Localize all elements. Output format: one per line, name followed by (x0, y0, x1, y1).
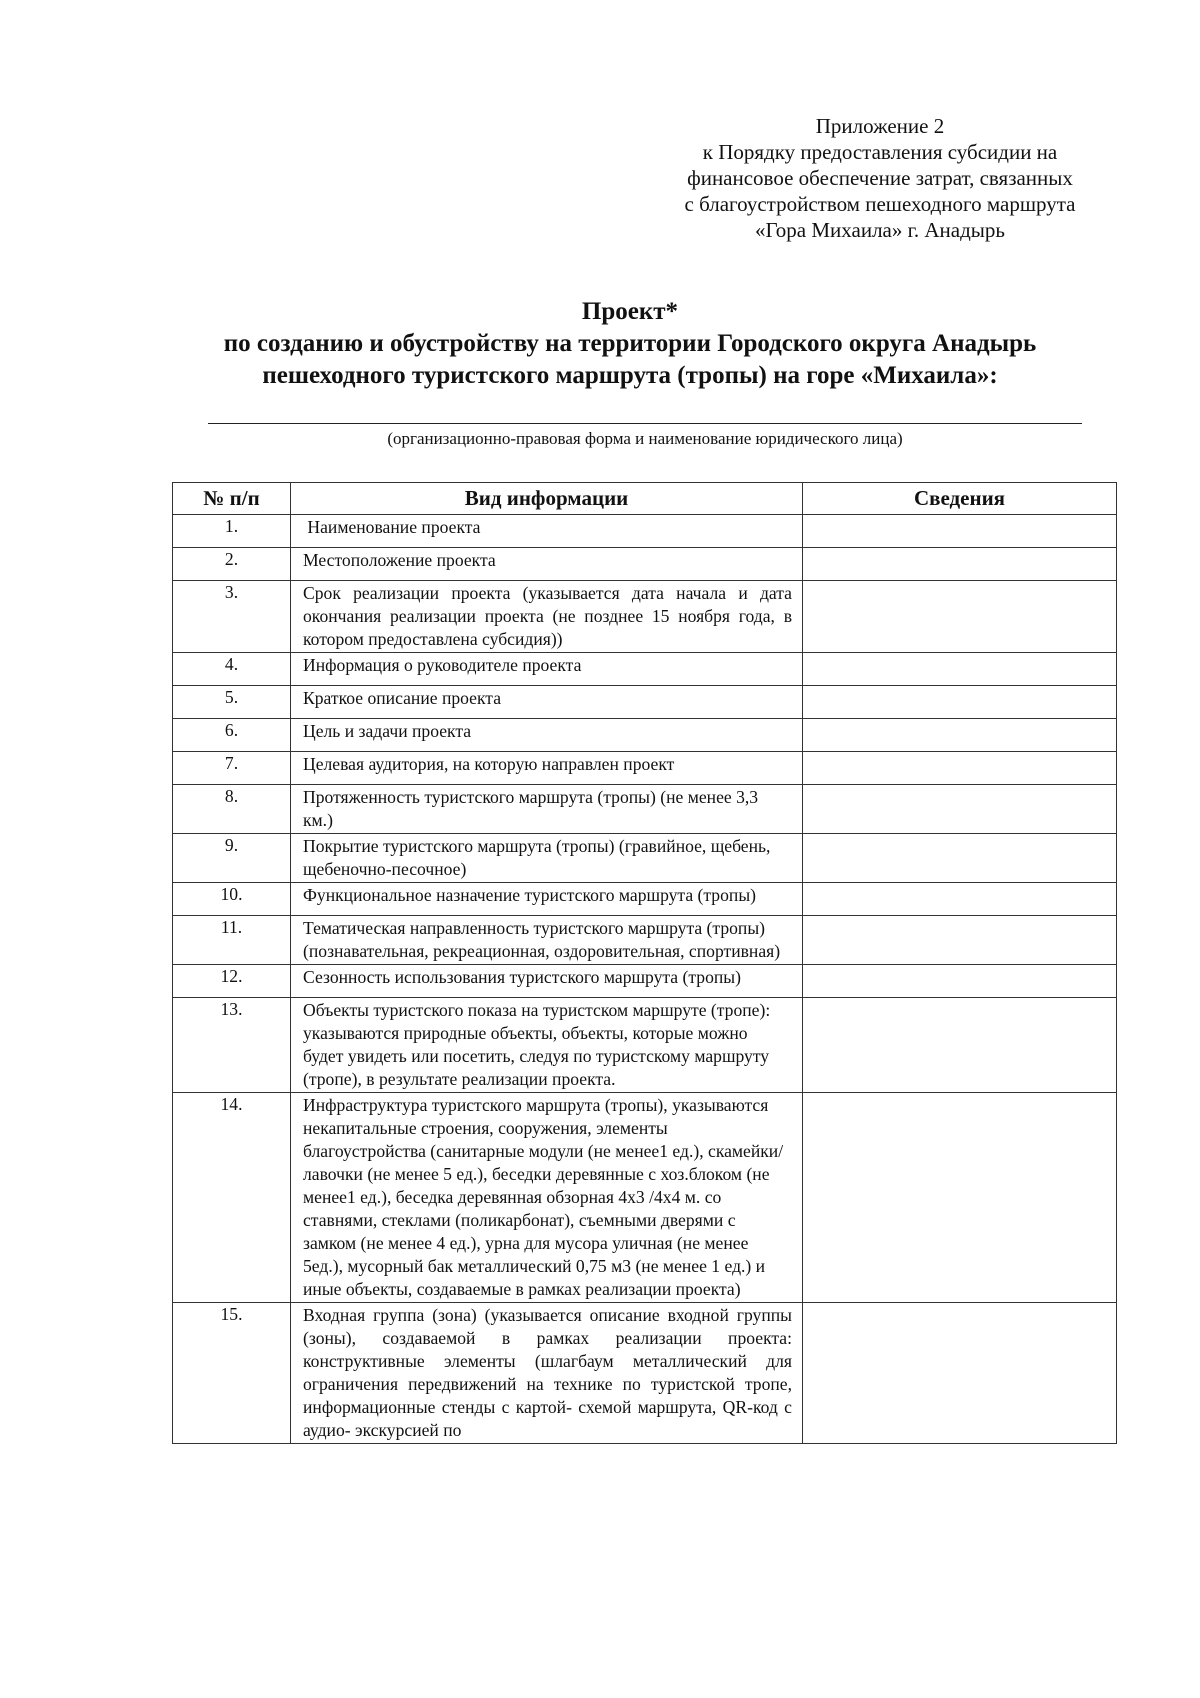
row-details-cell[interactable] (803, 548, 1117, 581)
row-info-type: Сезонность использования туристского маршрута (тропы) (291, 965, 803, 998)
table-row (173, 752, 1117, 785)
table-row (173, 834, 1117, 883)
row-number: 4. (173, 653, 291, 686)
header-details: Сведения (803, 483, 1117, 515)
row-details-cell[interactable] (803, 515, 1117, 548)
table-row (173, 581, 1117, 653)
row-number: 11. (173, 916, 291, 965)
row-info-type: Объекты туристского показа на туристском маршруте (тропе): указываются природные объекты, объекты, которые можно будет увидеть или посетить, следуя по туристскому маршруту (тропе), в результате реализации проекта. (291, 998, 803, 1093)
row-info-type: Тематическая направленность туристского маршрута (тропы) (познавательная, рекреационная, оздоровительная, спортивная) (291, 916, 803, 965)
row-number: 3. (173, 581, 291, 653)
header-number: № п/п (173, 483, 291, 515)
title-line: Проект* (581, 298, 679, 325)
row-number: 10. (173, 883, 291, 916)
appendix-line: Приложение 2 (815, 114, 945, 138)
table-header-row (173, 483, 1117, 515)
table-row (173, 965, 1117, 998)
row-info-type: Наименование проекта (291, 515, 803, 548)
title-line: по созданию и обустройству на территории Городского округа Анадырь (223, 330, 1037, 357)
row-number: 15. (173, 1303, 291, 1444)
row-details-cell[interactable] (803, 998, 1117, 1093)
row-number: 6. (173, 719, 291, 752)
row-number: 13. (173, 998, 291, 1093)
appendix-header (640, 113, 1120, 243)
row-details-cell[interactable] (803, 581, 1117, 653)
row-number: 5. (173, 686, 291, 719)
project-info-table (172, 482, 1117, 1444)
row-number: 2. (173, 548, 291, 581)
table-row (173, 719, 1117, 752)
row-info-type: Инфраструктура туристского маршрута (тропы), указываются некапитальные строения, сооружения, элементы благоустройства (санитарные модули (не менее1 ед.), скамейки/лавочки (не менее 5 ед.), беседки деревянные с хоз.блоком (не менее1 ед.), беседка деревянная обзорная 4х3 /4х4 м. со ставнями, стеклами (поликарбонат), съемными дверями с замком (не менее 4 ед.), урна для мусора уличная (не менее 5ед.), мусорный бак металлический 0,75 м3 (не менее 1 ед.) и иные объекты, создаваемые в рамках реализации проекта) (291, 1093, 803, 1303)
row-details-cell[interactable] (803, 1303, 1117, 1444)
header-info-type: Вид информации (291, 483, 803, 515)
table-row (173, 998, 1117, 1093)
row-info-type: Информация о руководителе проекта (291, 653, 803, 686)
appendix-line: финансовое обеспечение затрат, связанных (687, 166, 1073, 190)
row-info-type: Срок реализации проекта (указывается дата начала и дата окончания реализации проекта (не позднее 15 ноября года, в котором предоставлена субсидия)) (291, 581, 803, 653)
table-row (173, 548, 1117, 581)
org-name-caption: (организационно-правовая форма и наименование юридического лица) (387, 429, 903, 448)
row-number: 12. (173, 965, 291, 998)
row-details-cell[interactable] (803, 686, 1117, 719)
table-row (173, 785, 1117, 834)
row-number: 8. (173, 785, 291, 834)
row-number: 1. (173, 515, 291, 548)
table-row (173, 916, 1117, 965)
appendix-line: с благоустройством пешеходного маршрута (684, 192, 1076, 216)
appendix-line: к Порядку предоставления субсидии на (702, 140, 1058, 164)
row-details-cell[interactable] (803, 916, 1117, 965)
row-info-type: Покрытие туристского маршрута (тропы) (гравийное, щебень, щебеночно-песочное) (291, 834, 803, 883)
row-info-type: Краткое описание проекта (291, 686, 803, 719)
row-info-type: Местоположение проекта (291, 548, 803, 581)
row-details-cell[interactable] (803, 883, 1117, 916)
row-details-cell[interactable] (803, 653, 1117, 686)
row-number: 9. (173, 834, 291, 883)
table-row (173, 1303, 1117, 1444)
row-details-cell[interactable] (803, 965, 1117, 998)
table-row (173, 1093, 1117, 1303)
row-info-type: Цель и задачи проекта (291, 719, 803, 752)
table-row (173, 653, 1117, 686)
row-number: 14. (173, 1093, 291, 1303)
row-details-cell[interactable] (803, 752, 1117, 785)
row-details-cell[interactable] (803, 785, 1117, 834)
row-details-cell[interactable] (803, 834, 1117, 883)
table-row (173, 883, 1117, 916)
appendix-line: «Гора Михаила» г. Анадырь (755, 218, 1005, 242)
row-info-type: Протяженность туристского маршрута (тропы) (не менее 3,3 км.) (291, 785, 803, 834)
document-title (150, 296, 1110, 392)
row-info-type: Целевая аудитория, на которую направлен проект (291, 752, 803, 785)
row-number: 7. (173, 752, 291, 785)
table-row (173, 515, 1117, 548)
row-info-type: Входная группа (зона) (указывается описание входной группы (зоны), создаваемой в рамках реализации проекта: конструктивные элементы (шлагбаум металлический для ограничения передвижений на технике по туристской тропе, информационные стенды с картой- схемой маршрута, QR-код с аудио- экскурсией по (291, 1303, 803, 1444)
row-details-cell[interactable] (803, 1093, 1117, 1303)
row-details-cell[interactable] (803, 719, 1117, 752)
org-name-fill-line (208, 423, 1082, 424)
title-line: пешеходного туристского маршрута (тропы) на горе «Михаила»: (262, 362, 998, 389)
table-row (173, 686, 1117, 719)
row-info-type: Функциональное назначение туристского маршрута (тропы) (291, 883, 803, 916)
